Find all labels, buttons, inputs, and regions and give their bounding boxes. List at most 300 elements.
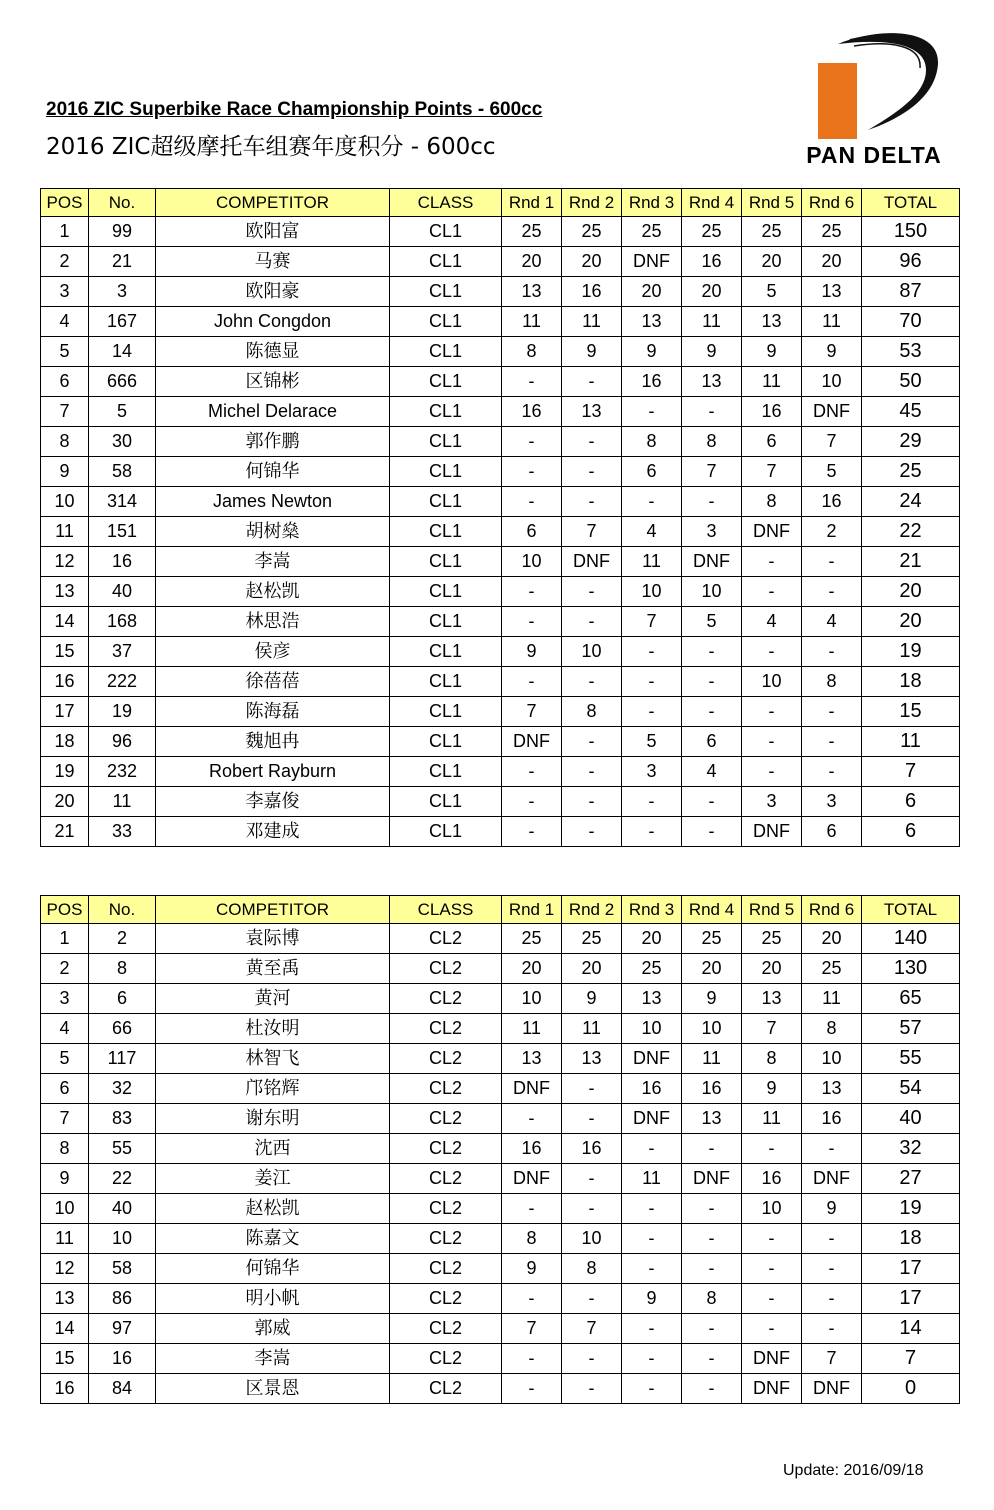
cell-rnd5: 3 (742, 787, 802, 817)
cell-competitor: 袁际博 (156, 924, 390, 954)
cell-rnd4: DNF (682, 547, 742, 577)
cell-rnd6: DNF (802, 1374, 862, 1404)
table-row (41, 1284, 960, 1314)
table-row (41, 1194, 960, 1224)
header-rnd4: Rnd 4 (682, 189, 742, 217)
cell-competitor: 区景恩 (156, 1374, 390, 1404)
cell-total: 22 (862, 517, 960, 547)
table-header-row (41, 189, 960, 217)
cell-rnd1: - (502, 457, 562, 487)
cell-rnd3: - (622, 1314, 682, 1344)
cell-rnd1: 7 (502, 697, 562, 727)
header-rnd1: Rnd 1 (502, 189, 562, 217)
cell-rnd1: 7 (502, 1314, 562, 1344)
cell-rnd6: 8 (802, 1014, 862, 1044)
cell-class: CL1 (390, 217, 502, 247)
table-row (41, 577, 960, 607)
cell-rnd3: - (622, 667, 682, 697)
cell-rnd6: 9 (802, 1194, 862, 1224)
cell-rnd2: - (562, 1194, 622, 1224)
header-rnd4: Rnd 4 (682, 896, 742, 924)
cell-competitor: 侯彦 (156, 637, 390, 667)
cell-competitor: 何锦华 (156, 1254, 390, 1284)
cell-competitor: 陈嘉文 (156, 1224, 390, 1254)
cell-rnd3: - (622, 787, 682, 817)
cell-rnd6: - (802, 547, 862, 577)
header-rnd3: Rnd 3 (622, 189, 682, 217)
cell-pos: 11 (41, 517, 89, 547)
cell-rnd6: 20 (802, 247, 862, 277)
cell-total: 70 (862, 307, 960, 337)
cell-pos: 5 (41, 1044, 89, 1074)
cell-total: 21 (862, 547, 960, 577)
cell-competitor: 杜汝明 (156, 1014, 390, 1044)
cell-rnd4: - (682, 397, 742, 427)
cell-rnd2: - (562, 1104, 622, 1134)
header-pos: POS (41, 189, 89, 217)
table-row (41, 1134, 960, 1164)
cell-competitor: 邝铭辉 (156, 1074, 390, 1104)
cell-competitor: Michel Delarace (156, 397, 390, 427)
cell-rnd2: 7 (562, 1314, 622, 1344)
cell-pos: 15 (41, 637, 89, 667)
cell-number: 232 (89, 757, 156, 787)
cell-total: 6 (862, 787, 960, 817)
cell-competitor: 魏旭冉 (156, 727, 390, 757)
cell-competitor: 黄至禹 (156, 954, 390, 984)
cell-total: 25 (862, 457, 960, 487)
cell-class: CL1 (390, 667, 502, 697)
cell-rnd4: - (682, 1134, 742, 1164)
cell-pos: 15 (41, 1344, 89, 1374)
cell-class: CL1 (390, 787, 502, 817)
cell-competitor: 欧阳豪 (156, 277, 390, 307)
cell-rnd2: - (562, 607, 622, 637)
cell-number: 8 (89, 954, 156, 984)
cell-competitor: 沈西 (156, 1134, 390, 1164)
cell-number: 97 (89, 1314, 156, 1344)
cell-rnd5: - (742, 1314, 802, 1344)
cell-rnd5: 7 (742, 457, 802, 487)
cell-rnd1: 6 (502, 517, 562, 547)
cell-total: 150 (862, 217, 960, 247)
cell-rnd1: - (502, 817, 562, 847)
cell-rnd3: 8 (622, 427, 682, 457)
cell-class: CL1 (390, 337, 502, 367)
table-row (41, 984, 960, 1014)
table-row (41, 787, 960, 817)
cell-class: CL1 (390, 517, 502, 547)
cell-pos: 2 (41, 247, 89, 277)
cell-rnd2: - (562, 817, 622, 847)
cell-rnd3: 9 (622, 337, 682, 367)
cell-rnd4: 11 (682, 307, 742, 337)
table-row (41, 1344, 960, 1374)
cell-rnd5: - (742, 1254, 802, 1284)
cell-number: 86 (89, 1284, 156, 1314)
cell-rnd6: 7 (802, 1344, 862, 1374)
table-row (41, 727, 960, 757)
title-en: 2016 ZIC Superbike Race Championship Points - 600cc (46, 99, 543, 120)
cell-number: 168 (89, 607, 156, 637)
cell-rnd1: 25 (502, 217, 562, 247)
cell-rnd4: 8 (682, 1284, 742, 1314)
cell-rnd6: - (802, 577, 862, 607)
cell-rnd4: 7 (682, 457, 742, 487)
cell-competitor: 陈德显 (156, 337, 390, 367)
cell-rnd5: 10 (742, 1194, 802, 1224)
table-row (41, 1074, 960, 1104)
cell-rnd5: 13 (742, 984, 802, 1014)
cell-rnd3: 13 (622, 984, 682, 1014)
cell-rnd1: 9 (502, 1254, 562, 1284)
cell-number: 314 (89, 487, 156, 517)
cell-pos: 6 (41, 1074, 89, 1104)
cell-rnd6: 4 (802, 607, 862, 637)
cell-rnd1: - (502, 607, 562, 637)
header-total: TOTAL (862, 896, 960, 924)
cell-rnd1: - (502, 757, 562, 787)
header-rnd1: Rnd 1 (502, 896, 562, 924)
cell-rnd6: DNF (802, 1164, 862, 1194)
cell-rnd6: 13 (802, 277, 862, 307)
cell-competitor: 明小帆 (156, 1284, 390, 1314)
cell-rnd6: 10 (802, 1044, 862, 1074)
cell-rnd3: 4 (622, 517, 682, 547)
update-date: Update: 2016/09/18 (783, 1462, 924, 1479)
cell-rnd6: - (802, 727, 862, 757)
cell-number: 19 (89, 697, 156, 727)
table-row (41, 427, 960, 457)
cell-rnd4: - (682, 1194, 742, 1224)
cell-total: 17 (862, 1284, 960, 1314)
cell-rnd1: 13 (502, 1044, 562, 1074)
cell-rnd1: DNF (502, 1164, 562, 1194)
cell-competitor: 林智飞 (156, 1044, 390, 1074)
logo-text: PAN DELTA (806, 142, 942, 168)
cell-total: 20 (862, 607, 960, 637)
table-header-row (41, 896, 960, 924)
cell-rnd4: - (682, 787, 742, 817)
cell-rnd6: 11 (802, 984, 862, 1014)
cell-rnd3: - (622, 1194, 682, 1224)
cell-number: 99 (89, 217, 156, 247)
table-row (41, 667, 960, 697)
table-row (41, 457, 960, 487)
cell-total: 6 (862, 817, 960, 847)
cell-class: CL1 (390, 817, 502, 847)
cell-pos: 18 (41, 727, 89, 757)
cell-rnd1: 11 (502, 307, 562, 337)
cell-competitor: 徐蓓蓓 (156, 667, 390, 697)
cell-rnd3: 10 (622, 577, 682, 607)
cell-rnd2: - (562, 1164, 622, 1194)
cell-rnd3: - (622, 1134, 682, 1164)
cell-rnd5: DNF (742, 817, 802, 847)
cell-pos: 11 (41, 1224, 89, 1254)
cell-competitor: 马赛 (156, 247, 390, 277)
cell-rnd6: 10 (802, 367, 862, 397)
cell-number: 11 (89, 787, 156, 817)
cell-class: CL1 (390, 577, 502, 607)
cell-class: CL2 (390, 1014, 502, 1044)
cell-rnd3: - (622, 817, 682, 847)
cell-competitor: 赵松凯 (156, 577, 390, 607)
table-row (41, 397, 960, 427)
cell-rnd4: - (682, 1314, 742, 1344)
cell-class: CL2 (390, 1074, 502, 1104)
cell-rnd3: 25 (622, 954, 682, 984)
cell-competitor: 姜江 (156, 1164, 390, 1194)
table-row (41, 637, 960, 667)
cell-number: 167 (89, 307, 156, 337)
cell-number: 22 (89, 1164, 156, 1194)
cell-class: CL1 (390, 427, 502, 457)
cell-rnd4: 13 (682, 367, 742, 397)
cell-rnd1: 8 (502, 1224, 562, 1254)
cell-number: 58 (89, 457, 156, 487)
table-row (41, 924, 960, 954)
header-rnd3: Rnd 3 (622, 896, 682, 924)
cell-rnd2: - (562, 367, 622, 397)
header-total: TOTAL (862, 189, 960, 217)
cell-class: CL1 (390, 727, 502, 757)
cell-total: 45 (862, 397, 960, 427)
cell-rnd2: 9 (562, 984, 622, 1014)
cell-rnd4: - (682, 1374, 742, 1404)
cell-rnd3: - (622, 697, 682, 727)
cell-rnd3: 9 (622, 1284, 682, 1314)
cell-rnd2: 11 (562, 307, 622, 337)
cell-rnd4: 25 (682, 217, 742, 247)
cell-class: CL2 (390, 1164, 502, 1194)
cell-rnd2: 10 (562, 637, 622, 667)
cell-total: 18 (862, 1224, 960, 1254)
cell-competitor: 胡树燊 (156, 517, 390, 547)
table-row (41, 337, 960, 367)
cell-total: 40 (862, 1104, 960, 1134)
table-row (41, 277, 960, 307)
cell-total: 96 (862, 247, 960, 277)
cell-pos: 5 (41, 337, 89, 367)
cell-competitor: 邓建成 (156, 817, 390, 847)
header-rnd5: Rnd 5 (742, 189, 802, 217)
cell-class: CL2 (390, 1344, 502, 1374)
cell-rnd6: 20 (802, 924, 862, 954)
cell-total: 54 (862, 1074, 960, 1104)
cell-rnd5: 25 (742, 217, 802, 247)
cell-number: 21 (89, 247, 156, 277)
cell-rnd5: - (742, 637, 802, 667)
cell-total: 29 (862, 427, 960, 457)
cell-rnd5: - (742, 1134, 802, 1164)
table-row (41, 1374, 960, 1404)
cell-class: CL1 (390, 457, 502, 487)
cell-rnd5: 25 (742, 924, 802, 954)
cell-rnd2: 16 (562, 1134, 622, 1164)
table-cl1 (40, 188, 960, 847)
cell-rnd3: 20 (622, 277, 682, 307)
cell-rnd1: - (502, 1104, 562, 1134)
cell-rnd6: 25 (802, 954, 862, 984)
cell-pos: 13 (41, 577, 89, 607)
logo-mark-icon (780, 30, 970, 145)
table-row (41, 1014, 960, 1044)
cell-rnd4: - (682, 667, 742, 697)
cell-rnd4: 10 (682, 577, 742, 607)
cell-competitor: 李嵩 (156, 1344, 390, 1374)
table-row (41, 1044, 960, 1074)
cell-rnd5: 10 (742, 667, 802, 697)
cell-rnd2: - (562, 487, 622, 517)
cell-class: CL2 (390, 1254, 502, 1284)
cell-number: 32 (89, 1074, 156, 1104)
cell-rnd1: 25 (502, 924, 562, 954)
cell-number: 40 (89, 577, 156, 607)
title-cn: 2016 ZIC超级摩托车组赛年度积分 - 600cc (46, 134, 496, 160)
cell-competitor: 郭威 (156, 1314, 390, 1344)
cell-number: 66 (89, 1014, 156, 1044)
cell-rnd2: - (562, 427, 622, 457)
cell-rnd2: 10 (562, 1224, 622, 1254)
cell-rnd4: 3 (682, 517, 742, 547)
cell-rnd3: 20 (622, 924, 682, 954)
cell-rnd4: - (682, 1254, 742, 1284)
cell-pos: 20 (41, 787, 89, 817)
cell-pos: 21 (41, 817, 89, 847)
cell-rnd2: 25 (562, 217, 622, 247)
cell-rnd1: 13 (502, 277, 562, 307)
cell-rnd5: - (742, 547, 802, 577)
cell-class: CL1 (390, 367, 502, 397)
cell-rnd3: DNF (622, 1104, 682, 1134)
cell-rnd4: 10 (682, 1014, 742, 1044)
cell-number: 58 (89, 1254, 156, 1284)
cell-competitor: 李嘉俊 (156, 787, 390, 817)
cell-rnd1: - (502, 787, 562, 817)
cell-number: 55 (89, 1134, 156, 1164)
cell-rnd6: 8 (802, 667, 862, 697)
table-row (41, 487, 960, 517)
cell-rnd2: 25 (562, 924, 622, 954)
cell-rnd1: - (502, 667, 562, 697)
table-row (41, 1164, 960, 1194)
cell-rnd4: 9 (682, 984, 742, 1014)
cell-rnd1: - (502, 1344, 562, 1374)
cell-rnd1: 20 (502, 954, 562, 984)
cell-rnd2: 16 (562, 277, 622, 307)
header-rnd6: Rnd 6 (802, 896, 862, 924)
cell-rnd2: - (562, 1374, 622, 1404)
header-rnd2: Rnd 2 (562, 896, 622, 924)
cell-rnd5: - (742, 727, 802, 757)
cell-rnd5: 4 (742, 607, 802, 637)
cell-rnd3: 6 (622, 457, 682, 487)
cell-rnd6: - (802, 1314, 862, 1344)
cell-rnd2: - (562, 1344, 622, 1374)
cell-rnd2: 8 (562, 697, 622, 727)
cell-class: CL1 (390, 487, 502, 517)
cell-total: 24 (862, 487, 960, 517)
cell-rnd3: 25 (622, 217, 682, 247)
cell-total: 20 (862, 577, 960, 607)
cell-pos: 8 (41, 427, 89, 457)
cell-number: 33 (89, 817, 156, 847)
cell-rnd3: 16 (622, 1074, 682, 1104)
cell-competitor: James Newton (156, 487, 390, 517)
cell-rnd5: - (742, 1224, 802, 1254)
cell-class: CL2 (390, 1104, 502, 1134)
cell-number: 96 (89, 727, 156, 757)
cell-rnd4: 13 (682, 1104, 742, 1134)
cell-total: 27 (862, 1164, 960, 1194)
cell-rnd5: 7 (742, 1014, 802, 1044)
cell-total: 53 (862, 337, 960, 367)
cell-rnd5: DNF (742, 1374, 802, 1404)
cell-rnd3: 5 (622, 727, 682, 757)
table-row (41, 954, 960, 984)
cell-rnd4: 25 (682, 924, 742, 954)
cell-rnd1: 16 (502, 1134, 562, 1164)
cell-class: CL1 (390, 397, 502, 427)
cell-number: 40 (89, 1194, 156, 1224)
cell-rnd4: 4 (682, 757, 742, 787)
cell-rnd4: - (682, 697, 742, 727)
cell-rnd1: - (502, 577, 562, 607)
table-row (41, 1254, 960, 1284)
cell-pos: 7 (41, 1104, 89, 1134)
header-number: No. (89, 189, 156, 217)
table-row (41, 607, 960, 637)
cell-number: 2 (89, 924, 156, 954)
cell-rnd1: 16 (502, 397, 562, 427)
cell-class: CL2 (390, 1134, 502, 1164)
cell-number: 10 (89, 1224, 156, 1254)
cell-competitor: 赵松凯 (156, 1194, 390, 1224)
cell-rnd5: 8 (742, 487, 802, 517)
cell-rnd6: 25 (802, 217, 862, 247)
cell-pos: 3 (41, 277, 89, 307)
cell-total: 55 (862, 1044, 960, 1074)
header-class: CLASS (390, 896, 502, 924)
cell-total: 0 (862, 1374, 960, 1404)
table-row (41, 307, 960, 337)
cell-total: 7 (862, 757, 960, 787)
cell-competitor: Robert Rayburn (156, 757, 390, 787)
cell-rnd1: 9 (502, 637, 562, 667)
cell-total: 18 (862, 667, 960, 697)
cell-pos: 16 (41, 667, 89, 697)
cell-pos: 2 (41, 954, 89, 984)
cell-pos: 8 (41, 1134, 89, 1164)
cell-pos: 4 (41, 1014, 89, 1044)
cell-rnd1: - (502, 367, 562, 397)
cell-rnd5: 16 (742, 1164, 802, 1194)
cell-total: 14 (862, 1314, 960, 1344)
cell-total: 15 (862, 697, 960, 727)
cell-pos: 10 (41, 1194, 89, 1224)
cell-class: CL1 (390, 547, 502, 577)
cell-rnd1: 10 (502, 984, 562, 1014)
cell-pos: 14 (41, 1314, 89, 1344)
cell-number: 16 (89, 1344, 156, 1374)
cell-rnd4: - (682, 1224, 742, 1254)
table-row (41, 1224, 960, 1254)
cell-class: CL2 (390, 1284, 502, 1314)
cell-rnd5: - (742, 577, 802, 607)
cell-rnd3: - (622, 1374, 682, 1404)
cell-pos: 9 (41, 1164, 89, 1194)
